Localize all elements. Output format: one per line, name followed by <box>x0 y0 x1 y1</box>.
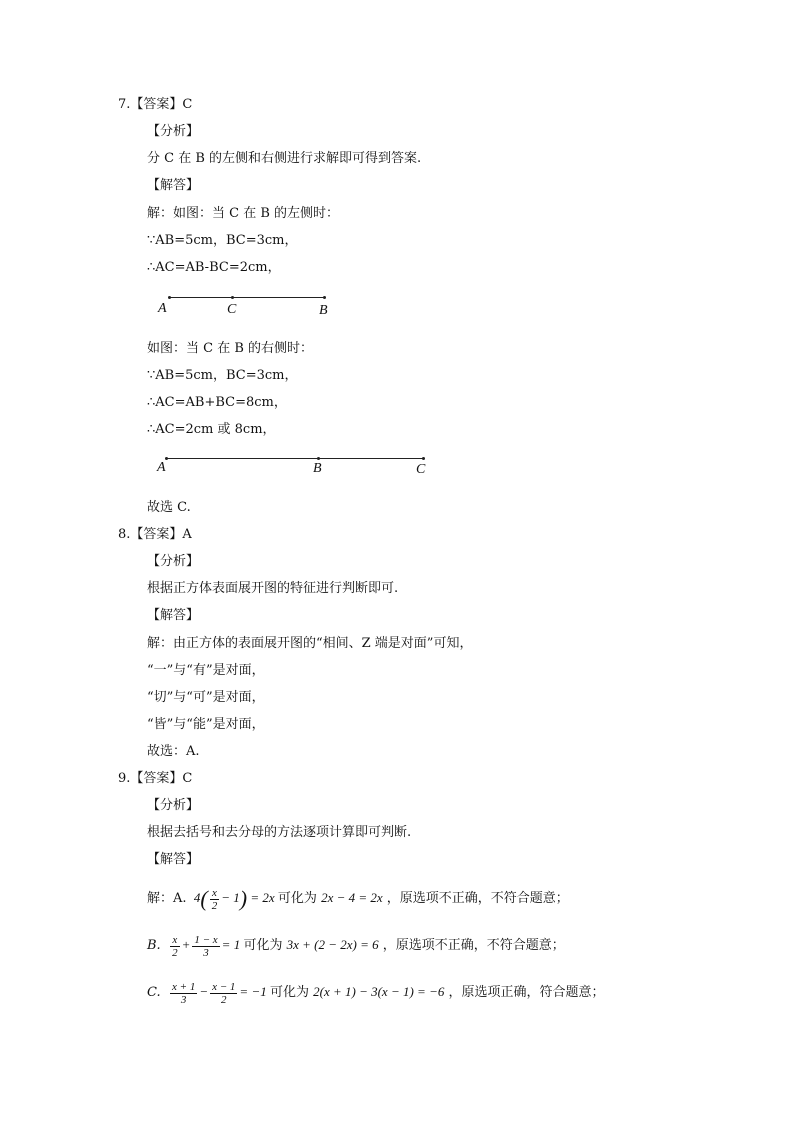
q9-option-c-equation: $\frac{x + 1}{3}$ − $\frac{x - 1}{2}$ = −1 <box>172 980 270 1006</box>
q8-conclusion: 故选：A. <box>147 744 200 759</box>
q9-answer-heading: 9.【答案】C <box>118 771 193 786</box>
q9-analysis-label: 【分析】 <box>147 798 200 813</box>
point-c <box>231 296 234 299</box>
q9-option-a-result: 2x − 4 = 2x <box>321 890 383 905</box>
q7-analysis-text: 分 C 在 B 的左侧和右侧进行求解即可得到答案. <box>147 151 422 166</box>
q8-answer-heading: 8.【答案】A <box>118 527 192 542</box>
q8-solution-line-3: “切”与“可”是对面， <box>147 690 265 705</box>
q9-option-c-result: 2(x + 1) − 3(x − 1) = −6 <box>313 984 445 999</box>
q7-figure-left-case <box>0 297 794 327</box>
q9-option-a-connector: 可化为 <box>277 891 317 906</box>
q7-solution-label: 【解答】 <box>147 178 200 193</box>
point-b <box>317 457 320 460</box>
q8-solution-label: 【解答】 <box>147 608 200 623</box>
label-b: B <box>313 461 322 476</box>
q7-solution-line-5: ∵AB=5cm，BC=3cm， <box>147 368 298 383</box>
q9-option-a-equation: 4( $\frac{x}{2}$ − 1) = 2x <box>190 886 278 912</box>
label-c: C <box>416 462 426 477</box>
q7-solution-line-4: 如图：当 C 在 B 的右侧时： <box>147 341 314 356</box>
point-c <box>422 457 425 460</box>
q8-solution-line-4: “皆”与“能”是对面， <box>147 717 265 732</box>
q9-analysis-text: 根据去括号和去分母的方法逐项计算即可判断. <box>147 825 412 840</box>
q8-analysis-label: 【分析】 <box>147 554 200 569</box>
q7-solution-line-3: ∴AC=AB-BC=2cm， <box>147 260 281 275</box>
label-a: A <box>158 301 167 316</box>
q9-option-c-connector: 可化为 <box>269 985 309 1000</box>
point-a <box>168 296 171 299</box>
q9-option-a <box>147 883 569 913</box>
q7-figure-right-case <box>0 458 794 488</box>
q9-option-b <box>147 930 565 960</box>
label-a: A <box>157 460 166 475</box>
q7-solution-line-1: 解：如图：当 C 在 B 的左侧时： <box>147 206 340 221</box>
q9-option-b-connector: 可化为 <box>243 938 283 953</box>
q7-conclusion: 故选 C. <box>147 500 191 515</box>
q9-solution-label: 【解答】 <box>147 852 200 867</box>
point-b <box>323 296 326 299</box>
q9-option-a-verdict: ，原选项不正确，不符合题意； <box>386 891 569 906</box>
q9-option-b-verdict: ，原选项不正确，不符合题意； <box>382 938 565 953</box>
q9-option-b-result: 3x + (2 − 2x) = 6 <box>286 937 379 952</box>
q8-solution-line-2: “一”与“有”是对面， <box>147 663 265 678</box>
q8-analysis-text: 根据正方体表面展开图的特征进行判断即可. <box>147 581 399 596</box>
q9-option-a-prefix: 解：A. <box>147 891 187 906</box>
q9-option-b-equation: $\frac{x}{2}$ + $\frac{1 - x}{3}$ = 1 <box>172 933 244 959</box>
q7-solution-line-6: ∴AC=AB+BC=8cm， <box>147 395 287 410</box>
q8-solution-line-1: 解：由正方体的表面展开图的“相间、Z 端是对面”可知， <box>147 636 473 651</box>
q7-solution-line-2: ∵AB=5cm，BC=3cm， <box>147 233 298 248</box>
q9-option-c-verdict: ，原选项正确，符合题意； <box>448 985 605 1000</box>
q7-analysis-label: 【分析】 <box>147 124 200 139</box>
q9-option-c-prefix: C. <box>147 985 161 1000</box>
q7-answer-heading: 7.【答案】C <box>118 97 193 112</box>
q7-solution-line-7: ∴AC=2cm 或 8cm， <box>147 422 276 437</box>
label-c: C <box>227 302 237 317</box>
q9-option-b-prefix: B. <box>147 938 161 953</box>
q9-option-c <box>147 977 605 1007</box>
label-b: B <box>319 303 328 318</box>
